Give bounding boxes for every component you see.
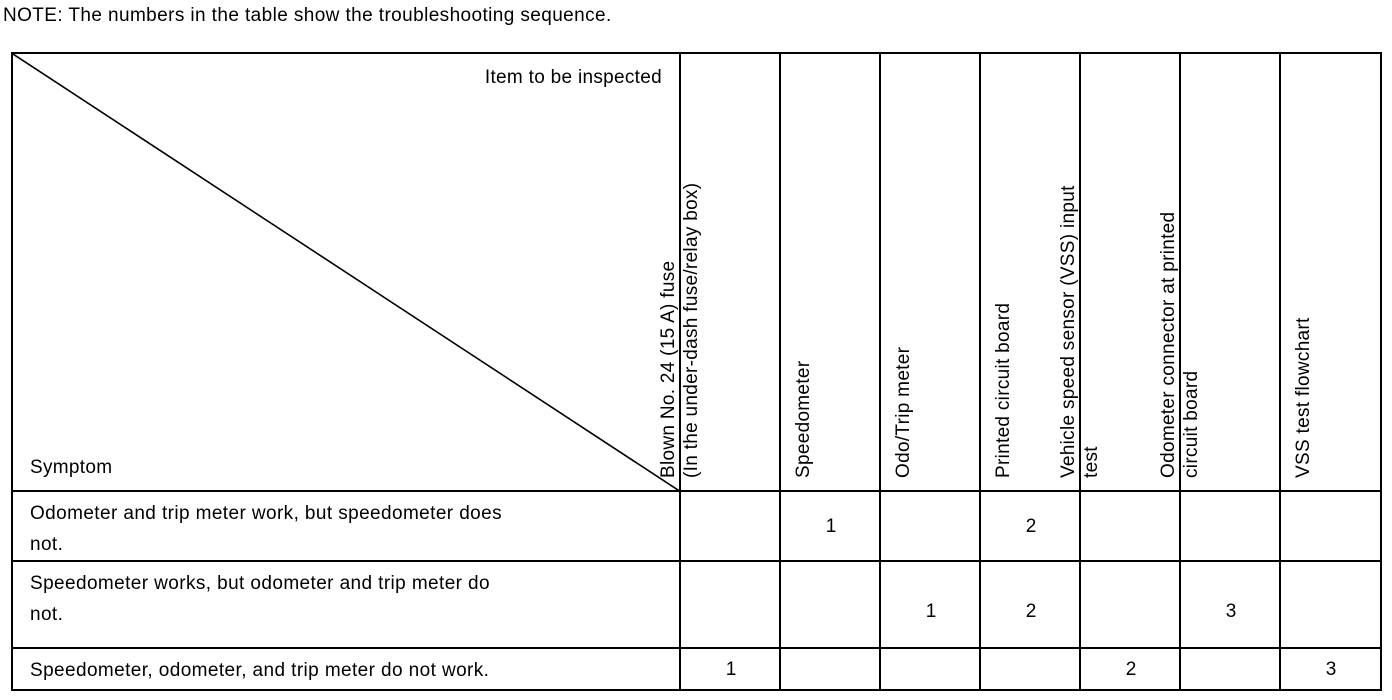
item-to-be-inspected-label: Item to be inspected xyxy=(484,67,662,88)
row-divider xyxy=(13,647,1380,649)
symptom-line: Speedometer works, but odometer and trip meter do xyxy=(30,573,490,594)
row-divider xyxy=(13,560,1380,562)
cell-r2-odometer-connector: 3 xyxy=(1225,601,1237,622)
symptom-line: not. xyxy=(30,534,64,555)
header-diagonal-line xyxy=(13,54,681,492)
column-header-line1: Printed circuit board xyxy=(993,302,1014,478)
table-note: NOTE: The numbers in the table show the troubleshooting sequence. xyxy=(3,5,612,26)
symptom-label: Symptom xyxy=(30,457,113,478)
column-header-line2: circuit board xyxy=(1181,370,1202,478)
column-header-line1: Vehicle speed sensor (VSS) input xyxy=(1058,185,1079,478)
column-header-line2: test xyxy=(1081,446,1102,478)
column-header-line1: VSS test flowchart xyxy=(1293,317,1314,478)
column-header-odometer-connector xyxy=(1158,54,1281,492)
symptom-line: Odometer and trip meter work, but speedometer does xyxy=(30,503,503,524)
column-header-line1: Odometer connector at printed xyxy=(1158,211,1179,478)
troubleshooting-table xyxy=(11,52,1382,691)
cell-r3-vss-input: 2 xyxy=(1125,659,1137,680)
column-header-line1: Blown No. 24 (15 A) fuse xyxy=(658,260,679,478)
column-header-line1: Speedometer xyxy=(793,360,814,478)
column-header-line2: (In the under-dash fuse/relay box) xyxy=(681,182,702,478)
column-header-fuse xyxy=(658,54,781,492)
symptom-row-1 xyxy=(30,498,502,560)
symptom-row-2 xyxy=(30,568,490,630)
cell-r3-fuse: 1 xyxy=(725,659,737,680)
symptom-row-3 xyxy=(30,655,489,686)
symptom-line: not. xyxy=(30,604,64,625)
symptom-line: Speedometer, odometer, and trip meter do not work. xyxy=(30,660,490,681)
column-header-line1: Odo/Trip meter xyxy=(893,346,914,478)
column-header-odo-trip-meter xyxy=(881,54,981,492)
cell-r2-odo-trip: 1 xyxy=(925,601,937,622)
cell-r1-speedometer: 1 xyxy=(825,516,837,537)
column-header-speedometer xyxy=(781,54,881,492)
cell-r2-circuit-board: 2 xyxy=(1025,601,1037,622)
cell-r3-vss-flowchart: 3 xyxy=(1325,659,1337,680)
column-header-vss-test-flowchart xyxy=(1281,54,1381,492)
cell-r1-circuit-board: 2 xyxy=(1025,516,1037,537)
